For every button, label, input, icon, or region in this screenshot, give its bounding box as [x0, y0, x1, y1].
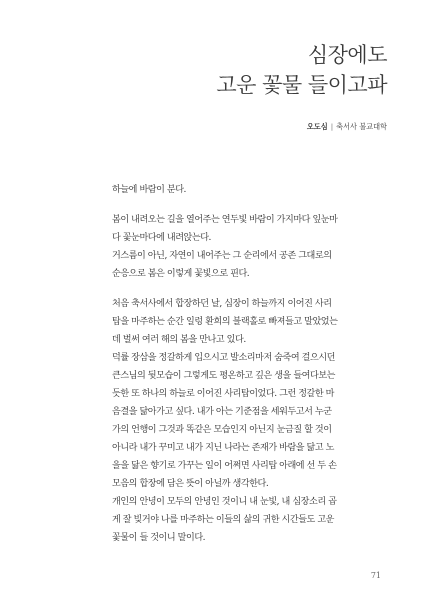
text-line: 음결을 닮아가고 싶다. 내가 아는 기준점을 세워두고서 누군: [112, 407, 332, 417]
byline-separator: |: [330, 122, 334, 131]
title-line-1: 심장에도: [307, 43, 387, 67]
text-line: 게 잘 빚거야 나를 마주하는 이들의 삶의 귀한 시간들도 고운: [112, 515, 334, 525]
text-line: 을을 닮은 향기로 가꾸는 일이 어쩌면 사리탑 아래에 선 두 손: [112, 461, 337, 471]
byline: [307, 122, 387, 132]
text-line: 듯한 또 하나의 하늘로 이어진 사리탑이었다. 그런 정갈한 마: [112, 389, 334, 399]
article-title: [216, 40, 387, 100]
text-line: 모음의 합장에 담은 뜻이 아닐까 생각한다.: [112, 479, 269, 489]
title-line-2: 고운 꽃물 들이고파: [216, 73, 387, 97]
text-line: 탑을 마주하는 순간 일렁 환희의 블랙홀로 빠져들고 말았었는: [112, 317, 338, 327]
text-line: 순응으로 봄은 이렇게 꽃빛으로 핀다.: [112, 269, 250, 279]
author-affiliation: 축서사 불교대학: [336, 122, 387, 131]
text-line: 데 벌써 여러 해의 봄을 만나고 있다.: [112, 335, 246, 345]
text-line: 큰스님의 뒷모습이 그렇게도 평온하고 깊은 생을 들여다보는: [112, 371, 336, 381]
paragraph-gap: [112, 283, 386, 295]
text-line: 개인의 안녕이 모두의 안녕인 것이니 내 눈빛, 내 심장소리 곱: [112, 497, 337, 507]
author-name: 오도심: [306, 122, 328, 131]
text-line: 처음 축서사에서 합장하던 날, 심장이 하늘까지 이어진 사리: [112, 299, 332, 309]
text-line: 봄이 내려오는 길을 열어주는 연두빛 바람이 가지마다 잎눈마: [112, 215, 338, 225]
article-body: [112, 181, 386, 547]
text-line: 덕률 장삼을 정갈하게 입으시고 발소리마저 숨죽여 걸으시던: [112, 353, 336, 363]
text-line: 가의 언행이 그것과 똑같은 모습인지 아닌지 눈금질 할 것이: [112, 425, 332, 435]
text-line: 거스름이 아닌, 자연이 내어주는 그 순리에서 공존 그대로의: [112, 251, 332, 261]
page-number: 71: [370, 571, 381, 580]
text-line: 꽃물이 들 것이니 말이다.: [112, 533, 206, 543]
paragraph-gap: [112, 199, 386, 211]
text-line: 아니라 내가 꾸미고 내가 지닌 나라는 존재가 바람을 닮고 노: [112, 443, 334, 453]
text-line: 하늘에 바람이 분다.: [112, 185, 186, 195]
text-line: 다 꽃눈마다에 내려앉는다.: [112, 233, 212, 243]
